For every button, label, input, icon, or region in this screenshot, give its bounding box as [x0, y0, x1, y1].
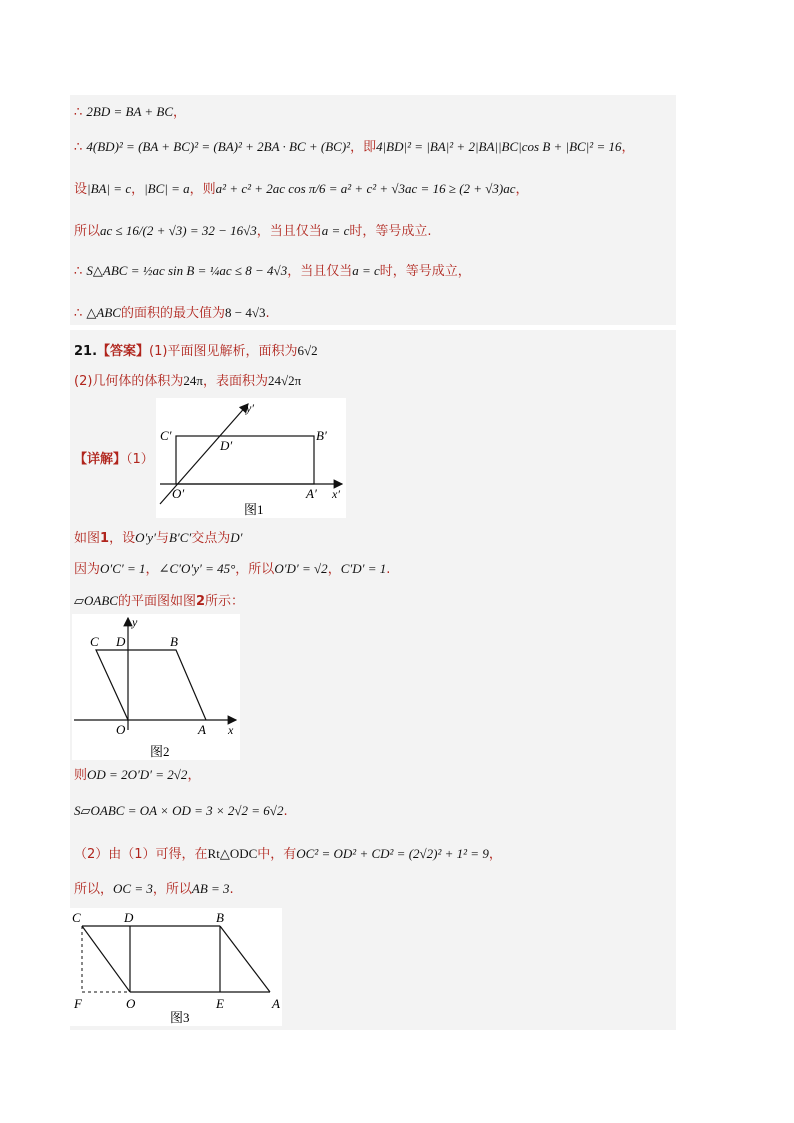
label-o: O′	[172, 486, 185, 501]
text: ，设	[109, 531, 136, 546]
figure-caption: 图2	[150, 744, 170, 759]
answer-tag: 【答案】	[97, 344, 150, 359]
body-line-7	[74, 880, 234, 899]
surface-text: ，表面积为	[203, 374, 269, 389]
max-area-text: 的面积的最大值为	[120, 306, 225, 321]
figure-1	[156, 398, 346, 518]
text: 中，有	[257, 847, 297, 862]
proof-line-6	[74, 304, 270, 323]
label-x: x	[228, 723, 234, 737]
text: ，	[187, 768, 201, 783]
figure-3	[70, 908, 282, 1026]
cosine-law: a² + c² + 2ac cos π/6 = a² + c² + √3ac = 16 ≥ (2 + √3)ac	[215, 181, 516, 196]
label-b: B′	[316, 428, 327, 443]
area-bound: S△ABC = ½ac sin B = ¼ac ≤ 8 − 4√3	[86, 263, 288, 278]
rectangle	[176, 436, 314, 484]
so-text: 所以	[74, 224, 101, 239]
triangle-name: △ABC	[86, 305, 121, 320]
text: （2）由（1）可得，在	[74, 847, 208, 862]
label-c: C	[90, 634, 99, 649]
therefore-symbol: ∴	[74, 306, 87, 321]
text: 所以，	[74, 882, 114, 897]
figure-caption: 图1	[244, 502, 264, 517]
punct: ，	[515, 182, 529, 197]
vector-equation: 2BD = BA + BC	[86, 104, 174, 119]
connector-text: ，即	[350, 140, 377, 155]
answer-part1: (1)平面图见解析，面积为	[149, 344, 298, 359]
text: ，所以	[235, 562, 275, 577]
detail-line	[74, 451, 154, 469]
math: C′D′ = 1	[340, 561, 387, 576]
expansion-2: 4|BD|² = |BA|² + 2|BA||BC|cos B + |BC|² = 16	[376, 139, 622, 154]
iff-text: ，当且仅当	[287, 264, 353, 279]
therefore-symbol: ∴	[74, 105, 87, 120]
fig-ref: 2	[195, 594, 206, 609]
surface-answer: 24√2π	[268, 373, 302, 388]
label-c: C	[72, 910, 81, 925]
punct: ，	[173, 105, 187, 120]
label-x: x′	[332, 487, 340, 501]
text: 则	[74, 768, 88, 783]
text: 交点为	[191, 531, 231, 546]
figure-2-diagram	[72, 614, 240, 760]
punct: ，	[621, 140, 635, 155]
proof-line-3	[74, 180, 529, 199]
proof-line-4	[74, 222, 431, 241]
figure-3-diagram	[70, 908, 282, 1026]
def-c: |BA| = c	[87, 181, 132, 196]
equality-text: 时，等号成立，	[379, 264, 471, 279]
content-band-top	[70, 95, 676, 325]
body-line-6	[74, 845, 502, 864]
math: OD = 2O′D′ = 2√2	[87, 767, 188, 782]
label-d: D	[116, 634, 126, 649]
math: OC = 3	[113, 881, 153, 896]
text: .	[283, 804, 288, 819]
math: S▱OABC = OA × OD = 3 × 2√2 = 6√2	[74, 803, 284, 818]
text: .	[229, 882, 234, 897]
question-number: 21.	[74, 344, 98, 359]
area-answer: 6√2	[297, 343, 318, 358]
iff-text: ，当且仅当	[256, 224, 322, 239]
proof-line-1	[74, 103, 186, 122]
let-text: 设	[74, 182, 88, 197]
segment-co	[82, 926, 130, 992]
label-c: C′	[160, 428, 172, 443]
text: ，	[145, 562, 159, 577]
body-line-4	[74, 766, 200, 785]
proof-line-2	[74, 138, 634, 157]
q21-answer-line-2	[74, 372, 301, 391]
comma: ，	[131, 182, 145, 197]
q21-answer-line-1	[74, 342, 318, 361]
ac-bound: ac ≤ 16/(2 + √3) = 32 − 16√3	[100, 223, 257, 238]
figure-2	[72, 614, 240, 760]
text: ，	[488, 847, 502, 862]
text: .	[386, 562, 391, 577]
math: Rt△ODC	[207, 846, 258, 861]
math: O′C′ = 1	[100, 561, 146, 576]
detail-tag: 【详解】	[74, 452, 127, 467]
therefore-symbol: ∴	[74, 140, 87, 155]
label-b: B	[170, 634, 178, 649]
therefore-symbol: ∴	[74, 264, 87, 279]
text: 因为	[74, 562, 101, 577]
label-a: A	[272, 996, 280, 1011]
proof-line-5	[74, 262, 471, 281]
fig-ref: 1	[100, 531, 110, 546]
body-line-3	[74, 592, 244, 611]
text: 与	[155, 531, 169, 546]
text: 所示：	[205, 594, 245, 609]
volume-answer: 24π	[183, 373, 203, 388]
label-o: O	[126, 996, 136, 1011]
parallelogram	[96, 650, 206, 720]
label-d: D	[124, 910, 134, 925]
max-area-value: 8 − 4√3	[224, 305, 266, 320]
def-a: |BC| = a	[144, 181, 190, 196]
text: 如图	[74, 531, 101, 546]
label-d: D′	[220, 438, 233, 453]
label-a: A′	[306, 486, 317, 501]
equality-cond: a = c	[352, 263, 380, 278]
label-e: E	[216, 996, 224, 1011]
math: ∠C′O′y′ = 45°	[158, 561, 236, 576]
answer-part2: (2)几何体的体积为	[74, 374, 184, 389]
figure-1-diagram	[156, 398, 346, 518]
label-o: O	[116, 722, 126, 737]
text: ，所以	[152, 882, 192, 897]
label-a: A	[198, 722, 206, 737]
then-text: ，则	[189, 182, 216, 197]
math: O′D′ = √2	[274, 561, 328, 576]
math: OC² = OD² + CD² = (2√2)² + 1² = 9	[296, 846, 489, 861]
label-f: F	[74, 996, 82, 1011]
equality-cond: a = c	[321, 223, 350, 238]
math: AB = 3	[191, 881, 230, 896]
body-line-5	[74, 802, 288, 821]
label-y: y′	[246, 401, 254, 415]
body-line-1	[74, 529, 243, 548]
punct: .	[265, 306, 270, 321]
figure-caption: 图3	[170, 1010, 190, 1025]
label-b: B	[216, 910, 224, 925]
math: O′y′	[135, 530, 156, 545]
math: D′	[230, 530, 243, 545]
expansion: 4(BD)² = (BA + BC)² = (BA)² + 2BA · BC + (BC)²	[86, 139, 351, 154]
detail-number: （1）	[126, 452, 154, 467]
equality-text: 时，等号成立.	[349, 224, 432, 239]
segment-ba	[220, 926, 270, 992]
text: ，	[327, 562, 341, 577]
text: 的平面图如图	[117, 594, 196, 609]
math: ▱OABC	[74, 593, 118, 608]
label-y: y	[132, 615, 138, 629]
math: B′C′	[168, 530, 192, 545]
body-line-2	[74, 560, 390, 579]
